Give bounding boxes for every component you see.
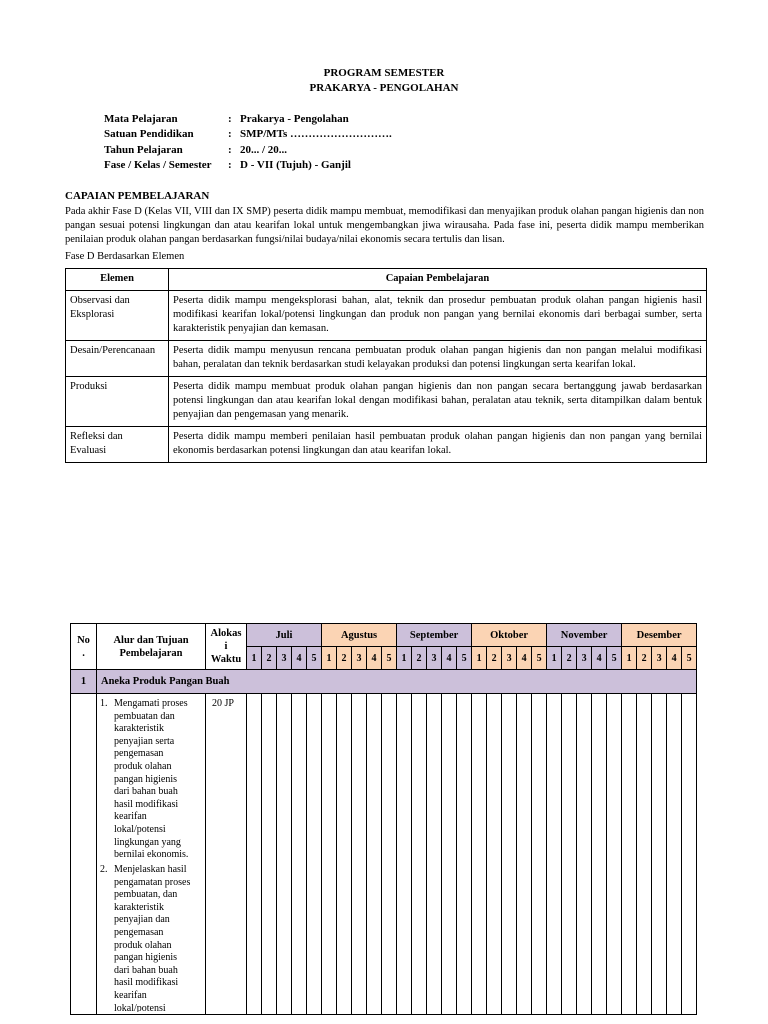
week-number: 4 bbox=[667, 647, 682, 670]
week-number: 4 bbox=[442, 647, 457, 670]
month-header-september: September bbox=[397, 624, 472, 647]
identity-row-mata-pelajaran bbox=[104, 112, 392, 127]
schedule-cell bbox=[412, 694, 427, 1015]
identity-separator: : bbox=[228, 128, 232, 141]
week-number: 3 bbox=[577, 647, 592, 670]
week-number: 2 bbox=[262, 647, 277, 670]
identity-label: Tahun Pelajaran bbox=[104, 143, 183, 156]
alur-cell bbox=[97, 694, 206, 1015]
elemen-row bbox=[66, 377, 707, 427]
week-number: 1 bbox=[397, 647, 412, 670]
week-number: 5 bbox=[382, 647, 397, 670]
elemen-row bbox=[66, 291, 707, 341]
week-number: 3 bbox=[502, 647, 517, 670]
elemen-name: Desain/Perencanaan bbox=[70, 345, 156, 356]
week-number: 5 bbox=[607, 647, 622, 670]
month-header-agustus: Agustus bbox=[322, 624, 397, 647]
schedule-cell bbox=[457, 694, 472, 1015]
alur-list bbox=[97, 694, 205, 1012]
fase-subheading: Fase D Berdasarkan Elemen bbox=[65, 251, 185, 262]
identity-separator: : bbox=[228, 113, 232, 125]
schedule-cell bbox=[622, 694, 637, 1015]
identity-row-fase-kelas-semester bbox=[104, 158, 392, 173]
schedule-cell bbox=[337, 694, 352, 1015]
program-semester-table bbox=[70, 623, 697, 1015]
alokasi-value: 20 JP bbox=[212, 698, 234, 709]
header-alokasi: Alokas i Waktu bbox=[206, 624, 247, 670]
schedule-cell bbox=[637, 694, 652, 1015]
week-number: 5 bbox=[682, 647, 697, 670]
header-capaian: Capaian Pembelajaran bbox=[169, 269, 707, 291]
week-number: 3 bbox=[352, 647, 367, 670]
alokasi-cell bbox=[206, 694, 247, 1015]
elemen-name: Observasi dan Eksplorasi bbox=[70, 295, 130, 320]
elemen-cell bbox=[66, 377, 169, 427]
schedule-cell bbox=[352, 694, 367, 1015]
elemen-cell bbox=[66, 341, 169, 377]
elemen-name: Refleksi dan Evaluasi bbox=[70, 431, 123, 456]
list-item bbox=[97, 864, 205, 1012]
week-number: 4 bbox=[592, 647, 607, 670]
week-number: 2 bbox=[337, 647, 352, 670]
month-header-november: November bbox=[547, 624, 622, 647]
schedule-cell bbox=[532, 694, 547, 1015]
week-number: 5 bbox=[307, 647, 322, 670]
section-row bbox=[71, 670, 697, 694]
week-number: 2 bbox=[487, 647, 502, 670]
identity-value: SMP/MTs ………………………. bbox=[240, 128, 392, 141]
schedule-cell bbox=[472, 694, 487, 1015]
elemen-cell bbox=[66, 291, 169, 341]
week-number: 5 bbox=[457, 647, 472, 670]
learning-objective-row bbox=[71, 694, 697, 1015]
schedule-cell bbox=[442, 694, 457, 1015]
schedule-cell bbox=[307, 694, 322, 1015]
capaian-paragraph: Pada akhir Fase D (Kelas VII, VIII dan IX SMP) peserta didik mampu membuat, memodifikasi dan menyajikan produk olahan pangan higienis dan non pangan sesuai potensi lingkungan dan atau kearifan lokal untuk mengembangkan jiwa wirausaha. Pada fase ini, peserta didik mampu memberikan penilaian produk olahan pangan berdasarkan fungsi/nilai budaya/nilai ekonomis secara tertulis dan lisan. bbox=[65, 206, 704, 245]
schedule-cell bbox=[367, 694, 382, 1015]
schedule-cell bbox=[667, 694, 682, 1015]
week-number: 1 bbox=[547, 647, 562, 670]
week-number: 2 bbox=[412, 647, 427, 670]
document-title-block bbox=[0, 66, 768, 96]
schedule-cell bbox=[247, 694, 262, 1015]
header-no: No . bbox=[71, 624, 97, 670]
identity-row-tahun-pelajaran bbox=[104, 143, 392, 158]
week-number: 4 bbox=[367, 647, 382, 670]
document-subtitle: PRAKARYA - PENGOLAHAN bbox=[309, 82, 459, 94]
schedule-cell bbox=[592, 694, 607, 1015]
schedule-cell bbox=[562, 694, 577, 1015]
week-number: 1 bbox=[622, 647, 637, 670]
week-number: 4 bbox=[292, 647, 307, 670]
capaian-cell: Peserta didik mampu membuat produk olahan pangan higienis dan non pangan secara bertanggung jawab berdasarkan potensi lingkungan dan atau kearifan lokal dengan modifikasi bahan, peralatan atau teknik, serta ditampilkan dalam bentuk penyajian dan pengemasan yang menarik. bbox=[169, 377, 707, 427]
schedule-cell bbox=[517, 694, 532, 1015]
month-header-desember: Desember bbox=[622, 624, 697, 647]
schedule-cell bbox=[322, 694, 337, 1015]
identity-label: Fase / Kelas / Semester bbox=[104, 158, 212, 171]
schedule-cell bbox=[682, 694, 697, 1015]
week-number: 2 bbox=[637, 647, 652, 670]
document-title: PROGRAM SEMESTER bbox=[323, 67, 445, 79]
capaian-cell: Peserta didik mampu memberi penilaian hasil pembuatan produk olahan pangan higienis dan non pangan yang bernilai ekonomis berdasarkan potensi lingkungan dan atau kearifan lokal. bbox=[169, 427, 707, 463]
elemen-row bbox=[66, 341, 707, 377]
elemen-row bbox=[66, 427, 707, 463]
capaian-cell: Peserta didik mampu menyusun rencana pembuatan produk olahan pangan higienis dan non pangan melalui modifikasi bahan, peralatan dan teknik berdasarkan studi kelayakan produksi dan potensi lingkungan serta kearifan lokal. bbox=[169, 341, 707, 377]
identity-value: 20... / 20... bbox=[240, 143, 288, 156]
identity-label: Mata Pelajaran bbox=[104, 113, 178, 125]
capaian-heading: CAPAIAN PEMBELAJARAN bbox=[65, 190, 210, 202]
schedule-cell bbox=[547, 694, 562, 1015]
list-item-text: Mengamati proses pembuatan dan karakteristik penyajian serta pengemasan produk olahan pangan higienis dari bahan buah hasil modifikasi kearifan lokal/potensi lingkungan yang bernilai ekonomis. bbox=[114, 698, 189, 861]
list-item bbox=[97, 698, 205, 862]
week-number: 5 bbox=[532, 647, 547, 670]
week-number: 1 bbox=[247, 647, 262, 670]
identity-block bbox=[104, 112, 392, 173]
elemen-table bbox=[65, 268, 707, 463]
week-number: 1 bbox=[472, 647, 487, 670]
identity-separator: : bbox=[228, 158, 232, 171]
schedule-cell bbox=[382, 694, 397, 1015]
capaian-cell: Peserta didik mampu mengeksplorasi bahan, alat, teknik dan prosedur pembuatan produk olahan pangan higienis hasil modifikasi kearifan lokal/potensi lingkungan dan produk non pangan yang bernilai ekonomis dari berbagai sumber, serta karakteristik penyajian dan kemasan. bbox=[169, 291, 707, 341]
list-item-number: 2. bbox=[100, 864, 108, 876]
elemen-name: Produksi bbox=[70, 381, 108, 392]
header-elemen: Elemen bbox=[66, 269, 169, 291]
schedule-cell bbox=[652, 694, 667, 1015]
schedule-cell bbox=[427, 694, 442, 1015]
identity-value: D - VII (Tujuh) - Ganjil bbox=[240, 158, 351, 171]
week-number: 2 bbox=[562, 647, 577, 670]
section-title: Aneka Produk Pangan Buah bbox=[97, 670, 697, 694]
week-number: 4 bbox=[517, 647, 532, 670]
week-number: 1 bbox=[322, 647, 337, 670]
schedule-cell bbox=[502, 694, 517, 1015]
header-alur: Alur dan Tujuan Pembelajaran bbox=[97, 624, 206, 670]
month-header-row bbox=[71, 624, 697, 647]
schedule-cell bbox=[277, 694, 292, 1015]
identity-separator: : bbox=[228, 143, 232, 156]
list-item-number: 1. bbox=[100, 698, 108, 709]
identity-label: Satuan Pendidikan bbox=[104, 128, 194, 141]
list-item-text: Menjelaskan hasil pengamatan proses pembuatan, dan karakteristik penyajian dan pengemasan produk olahan pangan higienis dari bahan buah hasil modifikasi kearifan lokal/potensi bbox=[114, 864, 191, 1012]
schedule-cell bbox=[577, 694, 592, 1015]
schedule-cell bbox=[607, 694, 622, 1015]
month-header-oktober: Oktober bbox=[472, 624, 547, 647]
week-number: 3 bbox=[652, 647, 667, 670]
row-number-cell bbox=[71, 694, 97, 1015]
schedule-cell bbox=[262, 694, 277, 1015]
schedule-cell bbox=[397, 694, 412, 1015]
schedule-cell bbox=[292, 694, 307, 1015]
identity-value: Prakarya - Pengolahan bbox=[240, 113, 349, 125]
week-number: 3 bbox=[277, 647, 292, 670]
elemen-cell bbox=[66, 427, 169, 463]
week-number: 3 bbox=[427, 647, 442, 670]
elemen-table-header bbox=[66, 269, 707, 291]
schedule-cell bbox=[487, 694, 502, 1015]
month-header-juli: Juli bbox=[247, 624, 322, 647]
identity-row-satuan-pendidikan bbox=[104, 127, 392, 142]
section-number: 1 bbox=[71, 670, 97, 694]
